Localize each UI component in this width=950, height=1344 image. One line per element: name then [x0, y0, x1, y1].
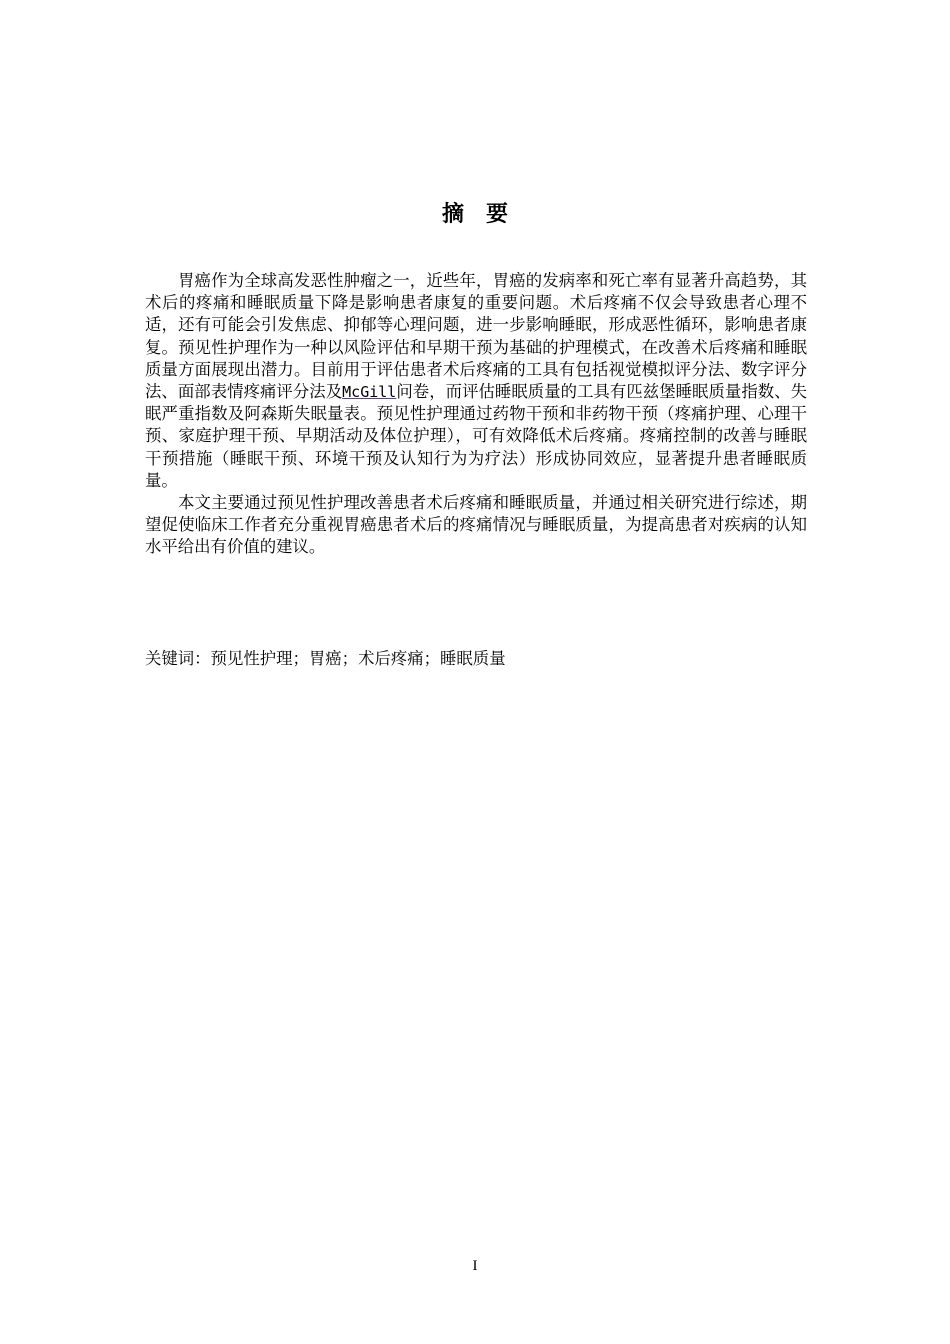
abstract-paragraph-2: 本文主要通过预见性护理改善患者术后疼痛和睡眠质量，并通过相关研究进行综述，期望促使临床工作者充分重视胃癌患者术后的疼痛情况与睡眠质量，为提高患者对疾病的认知水平给出有价值的建议。 — [145, 493, 807, 557]
paragraph-1-text-end: 问卷，而评估睡眠质量的工具有匹兹堡睡眠质量指数、失眠严重指数及阿森斯失眠量表。预见性护理通过药物干预和非药物干预（疼痛护理、心理干预、家庭护理干预、早期活动及体位护理），可有效降低术后疼痛。疼痛控制的改善与睡眠干预措施（睡眠干预、环境干预及认知行为为疗法）形成协同效应，显著提升患者睡眠质量。 — [145, 382, 808, 490]
abstract-paragraph-1 — [145, 270, 807, 492]
paragraph-1-text-start: 胃癌作为全球高发恶性肿瘤之一，近些年，胃癌的发病率和死亡率有显著升高趋势，其术后的疼痛和睡眠质量下降是影响患者康复的重要问题。术后疼痛不仅会导致患者心理不适，还有可能会引发焦虑、抑郁等心理问题，进一步影响睡眠，形成恶性循环，影响患者康复。预见性护理作为一种以风险评估和早期干预为基础的护理模式，在改善术后疼痛和睡眠质量方面展现出潜力。目前用于评估患者术后疼痛的工具有包括视觉模拟评分法、数字评分法、面部表情疼痛评分法及 — [145, 271, 807, 402]
keywords-line: 关键词：预见性护理；胃癌；术后疼痛；睡眠质量 — [145, 649, 506, 668]
page-number: I — [472, 1258, 478, 1274]
abstract-title: 摘要 — [441, 202, 530, 227]
abstract-body — [145, 270, 807, 559]
mcgill-term: McGill — [342, 383, 397, 402]
